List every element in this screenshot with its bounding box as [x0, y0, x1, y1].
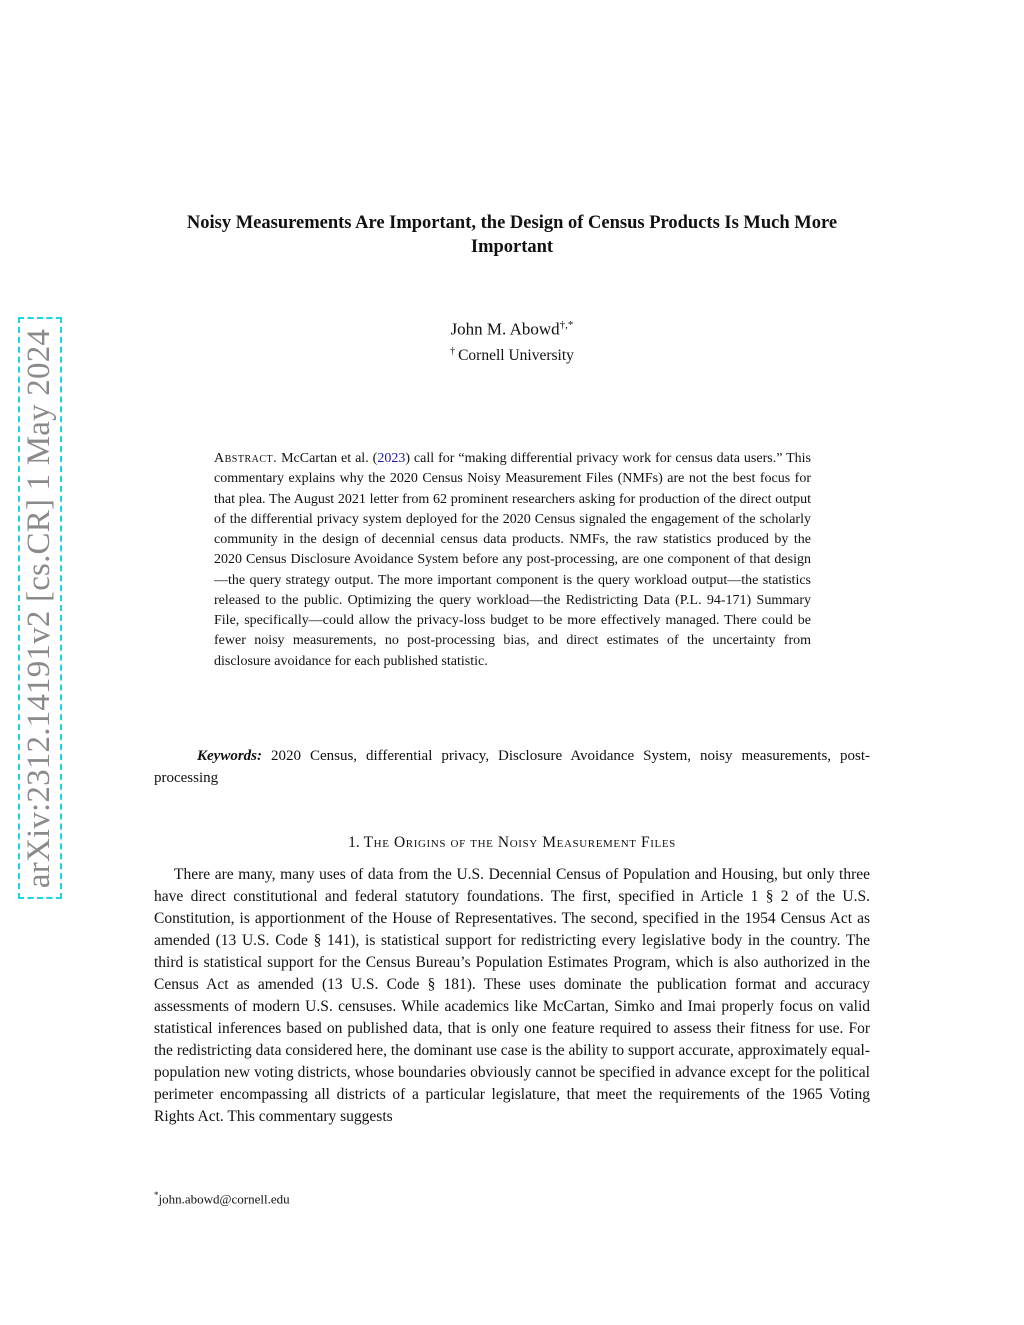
- affiliation-mark: †: [450, 346, 456, 357]
- keywords-label: Keywords:: [197, 748, 262, 764]
- body-paragraph: There are many, many uses of data from the U.S. Decennial Census of Population and Housing, but only three have direct constitutional and federal statutory foundations. The first, specified in Article 1 § 2 of the U.S. Constitution, is apportionment of the House of Representatives. The second, specified in the 1954 Census Act as amended (13 U.S. Code § 141), is statistical support for redistricting every legislative body in the country. The third is statistical support for the Census Bureau’s Population Estimates Program, which is also authorized in the Census Act as amended (13 U.S. Code § 181). These uses dominate the publication format and accuracy assessments of modern U.S. censuses. While academics like McCartan, Simko and Imai properly focus on valid statistical inferences based on published data, that is only one feature required to assess their fitness for use. For the redistricting data considered here, the dominant use case is the ability to support accurate, approximately equal-population new voting districts, whose boundaries obviously cannot be specified in advance except for the political perimeter encompassing all districts of a particular legislature, that meet the requirements of the 1965 Voting Rights Act. This commentary suggests: [154, 866, 870, 1125]
- footnote-email: john.abowd@cornell.edu: [158, 1191, 290, 1207]
- author-line: [150, 313, 874, 342]
- abstract-text-lead: McCartan et al. (: [281, 451, 378, 466]
- arxiv-identifier-stamp: [18, 317, 62, 899]
- section-number: 1.: [348, 834, 360, 851]
- keywords-text: 2020 Census, differential privacy, Disclosure Avoidance System, noisy measurements, post-processing: [154, 748, 870, 786]
- affiliation-name: Cornell University: [458, 347, 574, 365]
- arxiv-identifier-text: arXiv:2312.14191v2 [cs.CR] 1 May 2024: [21, 328, 58, 888]
- section-heading: [154, 832, 870, 854]
- section-title: The Origins of the Noisy Measurement Files: [363, 834, 676, 851]
- author-marks: †,*: [559, 319, 574, 331]
- footnote: [154, 1186, 290, 1208]
- citation-link[interactable]: 2023: [377, 451, 406, 466]
- footnote-mark: *: [154, 1190, 159, 1200]
- abstract-text: ) call for “making differential privacy work for census data users.” This commentary explains why the 2020 Census Noisy Measurement Files (NMFs) are not the best focus for that plea. The August 2021 letter from 62 prominent researchers asking for production of the direct output of the differential privacy system deployed for the 2020 Census signaled the engagement of the scholarly community in the design of decennial census data products. NMFs, the raw statistics produced by the 2020 Census Disclosure Avoidance System before any post-processing, are one component of that design—the query strategy output. The more important component is the query workload output—the statistics released to the public. Optimizing the query workload—the Redistricting Data (P.L. 94-171) Summary File, specifically—could allow the privacy-loss budget to be more effectively managed. There could be fewer noisy measurements, no post-processing bias, and direct estimates of the uncertainty from disclosure avoidance for each published statistic.: [214, 451, 811, 669]
- abstract-block: [214, 449, 811, 672]
- paper-title: Noisy Measurements Are Important, the Design of Census Products Is Much More Important: [186, 213, 838, 257]
- abstract-label: Abstract.: [214, 451, 278, 466]
- author-name: John M. Abowd: [450, 319, 560, 339]
- keywords-block: [154, 745, 870, 789]
- affiliation-line: [150, 341, 874, 367]
